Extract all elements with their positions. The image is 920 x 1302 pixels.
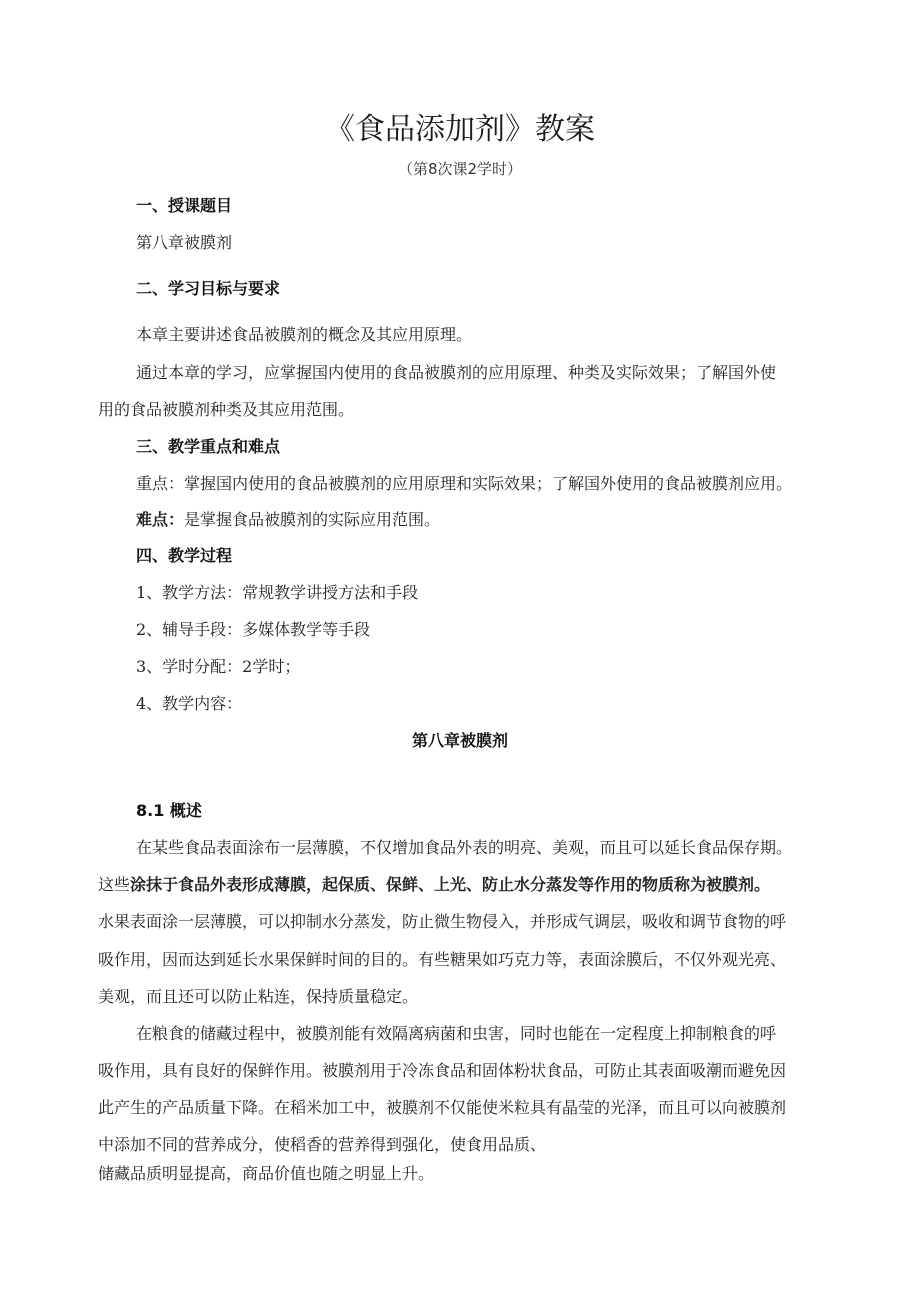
difficulty-text: 是掌握食品被膜剂的实际应用范围。 — [184, 510, 441, 529]
document-subtitle: （第8次课2学时） — [397, 160, 523, 178]
difficulty-row — [136, 506, 836, 534]
objectives-paragraph-2-line-1: 通过本章的学习，应掌握国内使用的食品被膜剂的应用原理、种类及实际效果；了解国外使 — [136, 363, 777, 382]
section-heading-key-points: 三、教学重点和难点 — [136, 437, 281, 456]
overview-p1-line-3: 水果表面涂一层薄膜，可以抑制水分蒸发，防止微生物侵入，并形成气调层，吸收和调节食物的呼 — [98, 912, 787, 931]
overview-p2-line-2: 吸作用，具有良好的保鲜作用。被膜剂用于冷冻食品和固体粉状食品，可防止其表面吸潮而避免因 — [98, 1061, 787, 1080]
objectives-paragraph-2-line-2: 用的食品被膜剂种类及其应用范围。 — [98, 400, 355, 419]
section-heading-topic: 一、授课题目 — [136, 196, 233, 215]
sub-heading-overview: 8.1 概述 — [136, 801, 202, 820]
process-item: 1、教学方法：常规教学讲授方法和手段 — [136, 583, 419, 602]
document-title: 《食品添加剂》教案 — [325, 112, 595, 147]
overview-p1-line-4: 吸作用，因而达到延长水果保鲜时间的目的。有些糖果如巧克力等，表面涂膜后，不仅外观光亮、 — [98, 950, 787, 969]
process-item: 4、教学内容： — [136, 694, 243, 713]
process-item: 3、学时分配：2学时； — [136, 657, 301, 676]
overview-p1-line-1: 在某些食品表面涂布一层薄膜，不仅增加食品外表的明亮、美观，而且可以延长食品保存期。 — [136, 838, 793, 857]
overview-p1-prefix: 这些 — [98, 875, 131, 894]
key-point-text: 掌握国内使用的食品被膜剂的应用原理和实际效果；了解国外使用的食品被膜剂应用。 — [184, 474, 793, 493]
objectives-paragraph-1: 本章主要讲述食品被膜剂的概念及其应用原理。 — [136, 325, 473, 344]
section-heading-process: 四、教学过程 — [136, 546, 233, 565]
overview-p1-line-5: 美观，而且还可以防止粘连，保持质量稳定。 — [98, 987, 419, 1006]
topic-text: 第八章被膜剂 — [136, 233, 233, 252]
overview-p2-line-3: 此产生的产品质量下降。在稻米加工中，被膜剂不仅能使米粒具有晶莹的光泽，而且可以向被膜剂 — [98, 1098, 787, 1117]
section-heading-objectives: 二、学习目标与要求 — [136, 279, 281, 298]
key-point-row — [136, 470, 846, 498]
chapter-heading: 第八章被膜剂 — [411, 731, 508, 750]
definition-bold-text: 涂抹于食品外表形成薄膜，起保质、保鲜、上光、防止水分蒸发等作用的物质称为被膜剂。 — [130, 875, 771, 894]
difficulty-label: 难点： — [136, 510, 185, 529]
overview-p2-line-5: 储藏品质明显提高，商品价值也随之明显上升。 — [98, 1164, 435, 1183]
overview-p2-line-1: 在粮食的储藏过程中，被膜剂能有效隔离病菌和虫害，同时也能在一定程度上抑制粮食的呼 — [136, 1024, 777, 1043]
key-point-label: 重点： — [136, 474, 185, 493]
process-item: 2、辅导手段：多媒体教学等手段 — [136, 620, 371, 639]
overview-p1-line-2 — [98, 871, 838, 899]
overview-p2-line-4: 中添加不同的营养成分，使稻香的营养得到强化，使食用品质、 — [98, 1135, 547, 1154]
